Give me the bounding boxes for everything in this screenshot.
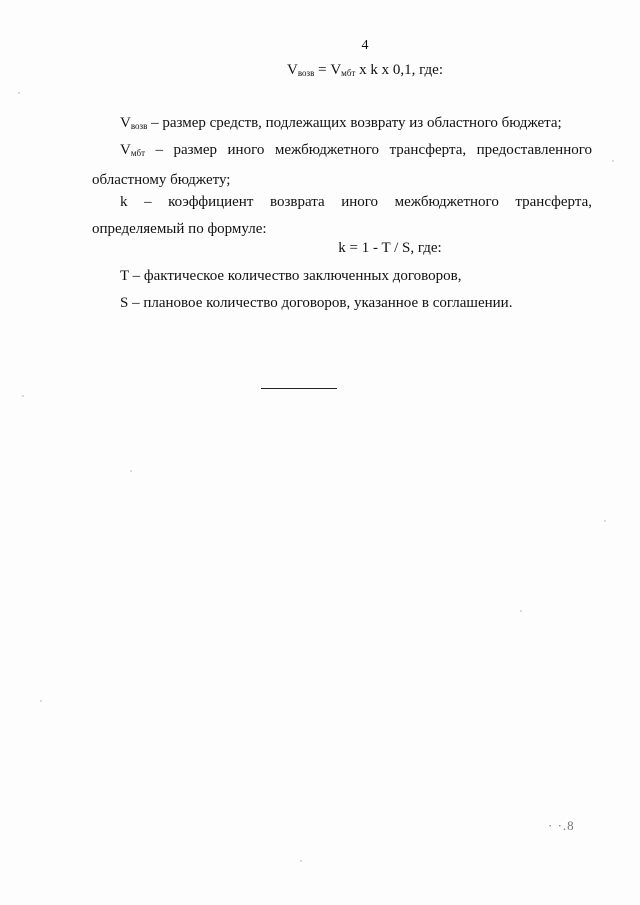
- definition-s: S – плановое количество договоров, указанное в соглашении.: [120, 295, 513, 311]
- main-formula: [45, 62, 640, 79]
- definition-k-line2: определяемый по формуле:: [92, 221, 267, 237]
- scan-speck: [604, 520, 606, 522]
- formula-rest: x k x 0,1, где:: [355, 62, 443, 78]
- formula-equals: =: [314, 62, 331, 78]
- definition-v-vozv: [92, 110, 592, 140]
- definition-t: T – фактическое количество заключенных договоров,: [120, 268, 462, 284]
- scan-speck: [520, 610, 522, 612]
- definition-v-mbt-line1: [92, 137, 592, 167]
- definition-t-block: [92, 263, 592, 290]
- scan-speck: [18, 92, 20, 94]
- scan-speck: [612, 160, 614, 162]
- definition-v-vozv-sub: возв: [130, 121, 148, 131]
- scan-speck: [40, 700, 42, 702]
- definition-k: [92, 189, 592, 243]
- definition-v-vozv-var: V: [120, 115, 131, 131]
- formula-left-sub: возв: [297, 68, 315, 78]
- formula-left-var: V: [287, 62, 298, 78]
- scan-speck: [300, 860, 302, 862]
- scan-speck: [22, 395, 24, 397]
- corner-mark: · ·.8: [548, 818, 575, 833]
- k-formula: k = 1 - T / S, где:: [338, 240, 442, 256]
- formula-right-sub: мбт: [341, 68, 356, 78]
- definition-v-vozv-text: – размер средств, подлежащих возврату из областного бюджета;: [147, 115, 562, 131]
- corner-mark-number: 8: [567, 818, 575, 833]
- page-number: 4: [361, 38, 369, 53]
- scan-speck: [130, 470, 132, 472]
- definition-k-line1: k – коэффициент возврата иного межбюджетного трансферта,: [120, 194, 592, 210]
- formula-right-var: V: [330, 62, 342, 78]
- definition-v-mbt: [92, 137, 592, 194]
- definition-v-vozv-line: [92, 110, 592, 140]
- definition-v-mbt-line2: областному бюджету;: [92, 172, 231, 188]
- separator-line: [261, 388, 337, 389]
- definition-v-mbt-var: V: [120, 142, 131, 158]
- definition-v-mbt-sub: мбт: [130, 148, 146, 158]
- definition-s-block: [92, 290, 592, 317]
- definition-v-mbt-text1: – размер иного межбюджетного трансферта, предоставленного: [145, 142, 592, 158]
